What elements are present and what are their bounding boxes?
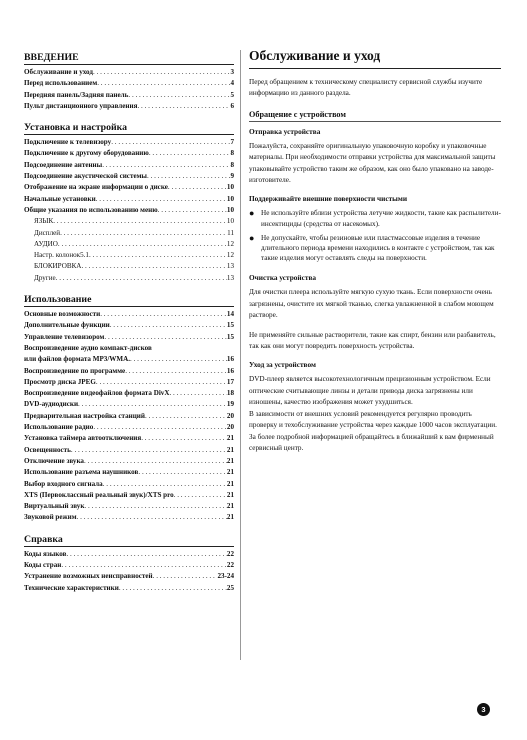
toc-entry-page: 23-24	[217, 572, 234, 581]
toc-entry-page: 10	[226, 194, 234, 203]
toc-leader-dots	[56, 273, 227, 284]
toc-entry[interactable]	[24, 78, 234, 89]
care-paragraph-1: DVD-плеер является высокотехнологичным прецизионным устройством. Если оптические считывающие линзы и детали привода диска загрязнены или изношены, качество изображения может ухудшиться.	[249, 375, 491, 407]
toc-entry[interactable]	[24, 250, 234, 261]
toc-entry[interactable]	[24, 261, 234, 272]
toc-entry-label: Коды языков	[24, 549, 67, 558]
toc-entry[interactable]	[24, 467, 234, 478]
toc-entry-label: Технические характеристики	[24, 583, 119, 592]
toc-entry-label: Воспроизведение аудио компакт-дисков	[24, 343, 152, 352]
toc-entry[interactable]	[24, 182, 234, 193]
toc-leader-dots	[130, 354, 227, 365]
toc-entry-page: 19	[226, 400, 234, 409]
toc-leader-dots	[141, 433, 227, 444]
toc-entry-page: 17	[226, 377, 234, 386]
toc-entry[interactable]	[24, 160, 234, 171]
toc-entry-page: 14	[226, 310, 234, 319]
toc-leader-dots	[78, 399, 227, 410]
toc-entry[interactable]	[24, 354, 234, 365]
cleaning-paragraph-1: Для очистки плеера используйте мягкую сухую ткань. Если поверхности очень загрязнены, очистите их мягкой тканью, слегка увлажненной в слабом моющем растворе.	[249, 288, 494, 320]
toc-entry-page: 12	[226, 251, 234, 260]
toc-leader-dots	[174, 490, 227, 501]
toc-entry-label: Отображение на экране информации о диске	[24, 183, 168, 192]
toc-leader-dots	[128, 90, 230, 101]
bullet-text: Не допускайте, чтобы резиновые или пластмассовые изделия в течение длительного периода времени находились в контакте с устройством, так как такие изделия могут оставлять следы на поверхности.	[261, 233, 495, 263]
toc-entry[interactable]	[24, 501, 234, 512]
toc-entry[interactable]	[24, 422, 234, 433]
toc-leader-dots	[138, 467, 227, 478]
toc-entry-label: или файлов формата MP3/WMA.	[24, 355, 130, 364]
toc-entry-page: 22	[226, 549, 234, 558]
toc-entry-label: Передняя панель/Задняя панель	[24, 90, 129, 99]
toc-leader-dots	[147, 171, 230, 182]
toc-leader-dots	[102, 160, 230, 171]
toc-entry-page: 21	[226, 490, 234, 499]
toc-entry[interactable]	[24, 309, 234, 320]
toc-entry-page: 15	[226, 321, 234, 330]
toc-entry[interactable]	[24, 228, 234, 239]
toc-leader-dots	[66, 549, 226, 560]
toc-entry-page: 8	[230, 160, 234, 169]
toc-entry[interactable]	[24, 366, 234, 377]
toc-entry-label: Подсоединение антенны	[24, 160, 103, 169]
toc-leader-dots	[168, 182, 227, 193]
toc-leader-dots	[153, 571, 218, 582]
toc-entry-label: Просмотр диска JPEG	[24, 377, 96, 386]
toc-leader-dots	[104, 332, 227, 343]
toc-entry[interactable]	[24, 194, 234, 205]
toc-leader-dots	[58, 239, 227, 250]
toc-entry-label: Установка таймера автоотключения	[24, 434, 142, 443]
care-paragraph-3: За более подробной информацией обращайтесь в ближайший к вам фирменный сервисный центр.	[249, 432, 494, 452]
toc-entry[interactable]	[24, 512, 234, 523]
toc-section-heading: ВВЕДЕНИЕ	[24, 52, 234, 65]
toc-entry[interactable]	[24, 433, 234, 444]
toc-leader-dots	[81, 261, 226, 272]
toc-leader-dots	[84, 456, 227, 467]
toc-leader-dots	[61, 560, 227, 571]
toc-leader-dots	[137, 101, 230, 112]
toc-entry-page: 21	[226, 502, 234, 511]
toc-entry[interactable]	[24, 490, 234, 501]
toc-entry-page: 21	[226, 513, 234, 522]
toc-leader-dots	[96, 194, 227, 205]
toc-entry[interactable]	[24, 549, 234, 560]
cleaning-paragraph-2: Не применяйте сильные растворители, такие как спирт, бензин или разбавитель, так как они могут повредить поверхность устройства.	[249, 330, 496, 351]
toc-entry[interactable]	[24, 560, 234, 571]
toc-entry-page: 25	[226, 583, 234, 592]
toc-entry-label: Дополнительные функции	[24, 321, 110, 330]
section-gap	[24, 284, 234, 294]
toc-entry-page: 6	[230, 101, 234, 110]
bullet-icon: ●	[249, 208, 255, 219]
toc-entry[interactable]	[24, 399, 234, 410]
surfaces-heading: Поддерживайте внешние поверхности чистыми	[249, 194, 408, 204]
toc-entry-label: Отключение звука	[24, 456, 84, 465]
toc-entry[interactable]	[24, 377, 234, 388]
toc-entry-page: 16	[226, 355, 234, 364]
toc-entry-label: Дисплей	[34, 228, 61, 237]
toc-entry-page: 10	[226, 217, 234, 226]
toc-entry[interactable]	[24, 273, 234, 284]
toc-entry-label: Устранение возможных неисправностей	[24, 572, 153, 581]
care-heading: Уход за устройством	[249, 360, 316, 370]
toc-entry-page: 3	[230, 68, 234, 76]
bullet-icon: ●	[249, 232, 255, 243]
shipping-heading: Отправка устройства	[249, 126, 321, 136]
toc-entry-label: Пульт дистанционного управления	[24, 101, 138, 110]
toc-entry-label: Освещенность	[24, 445, 71, 454]
toc-entry-page: 20	[226, 411, 234, 420]
toc-entry-label: Начальные установки	[24, 194, 96, 203]
toc-entry-page: 11	[227, 228, 234, 237]
care-section	[249, 48, 501, 462]
toc-entry-label: Коды стран	[24, 560, 62, 569]
toc-entry[interactable]	[24, 479, 234, 490]
toc-entry[interactable]	[24, 456, 234, 467]
toc-entry-label: Подключение к другому оборудованию	[24, 149, 149, 158]
toc-leader-dots	[93, 67, 230, 78]
toc-entry-page: 20	[226, 423, 234, 432]
toc-entry-page: 13	[226, 262, 234, 271]
toc-leader-dots	[145, 411, 227, 422]
toc-leader-dots	[89, 250, 227, 261]
toc-entry[interactable]	[24, 67, 234, 78]
toc-leader-dots	[125, 366, 227, 377]
toc-entry[interactable]	[24, 239, 234, 250]
intro-paragraph: Перед обращением к техническому специалисту сервисной службы изучите информацию из данного раздела.	[249, 78, 483, 98]
toc-entry-page: 4	[230, 79, 234, 88]
toc-entry[interactable]	[24, 332, 234, 343]
toc-leader-dots	[93, 422, 227, 433]
toc-entry-label: Воспроизведение видеофайлов формата DivX	[24, 389, 170, 398]
toc-entry-page: 21	[226, 434, 234, 443]
section-gap	[24, 524, 234, 534]
toc-entry[interactable]	[24, 571, 234, 582]
toc-section-heading: Справка	[24, 534, 234, 547]
toc-leader-dots	[53, 216, 227, 227]
toc-leader-dots	[100, 309, 227, 320]
toc-entry-page: 13	[226, 273, 234, 282]
toc-entry[interactable]	[24, 171, 234, 182]
toc-entry-label: Настр. колонок5.1	[34, 251, 89, 260]
toc-leader-dots	[169, 388, 226, 399]
toc-leader-dots	[111, 137, 230, 148]
toc-entry-label: Предварительная настройка станций	[24, 411, 145, 420]
column-divider	[240, 50, 241, 660]
toc-entry-page: 21	[226, 468, 234, 477]
toc-leader-dots	[96, 377, 227, 388]
toc-leader-dots	[77, 512, 227, 523]
toc-section-heading: Установка и настройка	[24, 122, 234, 135]
toc-entry-label: Звуковой режим	[24, 513, 77, 522]
toc-leader-dots	[119, 583, 227, 594]
bullet-item	[249, 208, 501, 228]
section-title: Обслуживание и уход	[249, 48, 501, 69]
toc-entry-label: Управление телевизором	[24, 332, 105, 341]
toc-entry-page: 21	[226, 479, 234, 488]
toc-entry-page: 9	[230, 172, 234, 181]
toc-entry[interactable]	[24, 388, 234, 399]
toc-entry-page: 7	[230, 138, 234, 147]
toc-entry-page: 10	[226, 183, 234, 192]
toc-entry[interactable]	[24, 343, 234, 354]
toc-entry-label: АУДИО	[34, 239, 58, 248]
toc-entry-label: Использование разъема наушников	[24, 468, 139, 477]
toc-entry-page: 18	[226, 389, 234, 398]
toc-entry[interactable]	[24, 445, 234, 456]
toc-entry[interactable]	[24, 583, 234, 594]
toc-entry-page: 21	[226, 445, 234, 454]
page-number-badge: 3	[477, 703, 490, 716]
toc-entry-label: Основные возможности	[24, 310, 101, 319]
toc-leader-dots	[103, 479, 227, 490]
toc-entry[interactable]	[24, 101, 234, 112]
toc-entry-page: 22	[226, 560, 234, 569]
toc-entry-label: Воспроизведение по программе	[24, 366, 126, 375]
care-paragraph-2: В зависимости от внешних условий рекомендуется регулярно проводить проверку и техобслуживание устройства через каждые 1000 часов эксплуатации.	[249, 409, 497, 430]
toc-entry-label: Подсоединение акустической системы	[24, 172, 147, 181]
toc-entry-page: 12	[226, 239, 234, 248]
shipping-paragraph: Пожалуйста, сохраняйте оригинальную упаковочную коробку и упаковочные материалы. При необходимости отправки устройства для максимальной защиты упаковывайте устройство таким же образом, как оно было упаковано на заводе-изготовителе.	[249, 141, 496, 185]
toc-leader-dots	[97, 78, 230, 89]
toc-entry-label: Подключение к телевизору	[24, 138, 112, 147]
toc-section-heading: Использование	[24, 294, 234, 307]
bullet-item	[249, 233, 501, 264]
toc-entry-label: Выбор входного сигнала	[24, 479, 103, 488]
toc-entry-page: 16	[226, 366, 234, 375]
toc-entry-label: Перед использованием	[24, 79, 98, 88]
toc-entry[interactable]	[24, 148, 234, 159]
table-of-contents	[24, 52, 234, 594]
toc-leader-dots	[71, 445, 227, 456]
toc-entry-page: 21	[226, 456, 234, 465]
toc-entry-page: 5	[230, 90, 234, 99]
toc-leader-dots	[60, 228, 227, 239]
toc-entry-label: Обслуживание и уход	[24, 68, 93, 76]
toc-entry[interactable]	[24, 137, 234, 148]
toc-entry-page: 10	[226, 205, 234, 214]
cleaning-heading: Очистка устройства	[249, 273, 317, 283]
handling-heading: Обращение с устройством	[249, 110, 501, 122]
toc-entry[interactable]	[24, 90, 234, 101]
toc-leader-dots	[158, 205, 227, 216]
section-gap	[24, 112, 234, 122]
toc-entry[interactable]	[24, 205, 234, 216]
toc-leader-dots	[84, 501, 226, 512]
bullet-text: Не используйте вблизи устройства летучие жидкости, такие как распылители-инсектициды (средства от насекомых).	[261, 209, 501, 228]
toc-entry[interactable]	[24, 216, 234, 227]
toc-entry-label: XTS (Первоклассный реальный звук)/XTS pro	[24, 490, 174, 499]
toc-entry-label: Общие указания по использованию меню	[24, 205, 158, 214]
toc-entry-page: 15	[226, 332, 234, 341]
toc-entry-label: Использование радио	[24, 423, 94, 432]
toc-leader-dots	[149, 148, 231, 159]
toc-entry-label: DVD-аудиодиски	[24, 400, 79, 409]
toc-entry-label: ЯЗЫК	[34, 217, 54, 226]
toc-entry-page: 8	[230, 149, 234, 158]
toc-leader-dots	[110, 320, 227, 331]
toc-entry[interactable]	[24, 320, 234, 331]
toc-entry-label: Другие	[34, 273, 56, 282]
toc-entry-label: БЛОКИРОВКА	[34, 262, 82, 271]
toc-entry-label: Виртуальный звук	[24, 502, 85, 511]
toc-entry[interactable]	[24, 411, 234, 422]
